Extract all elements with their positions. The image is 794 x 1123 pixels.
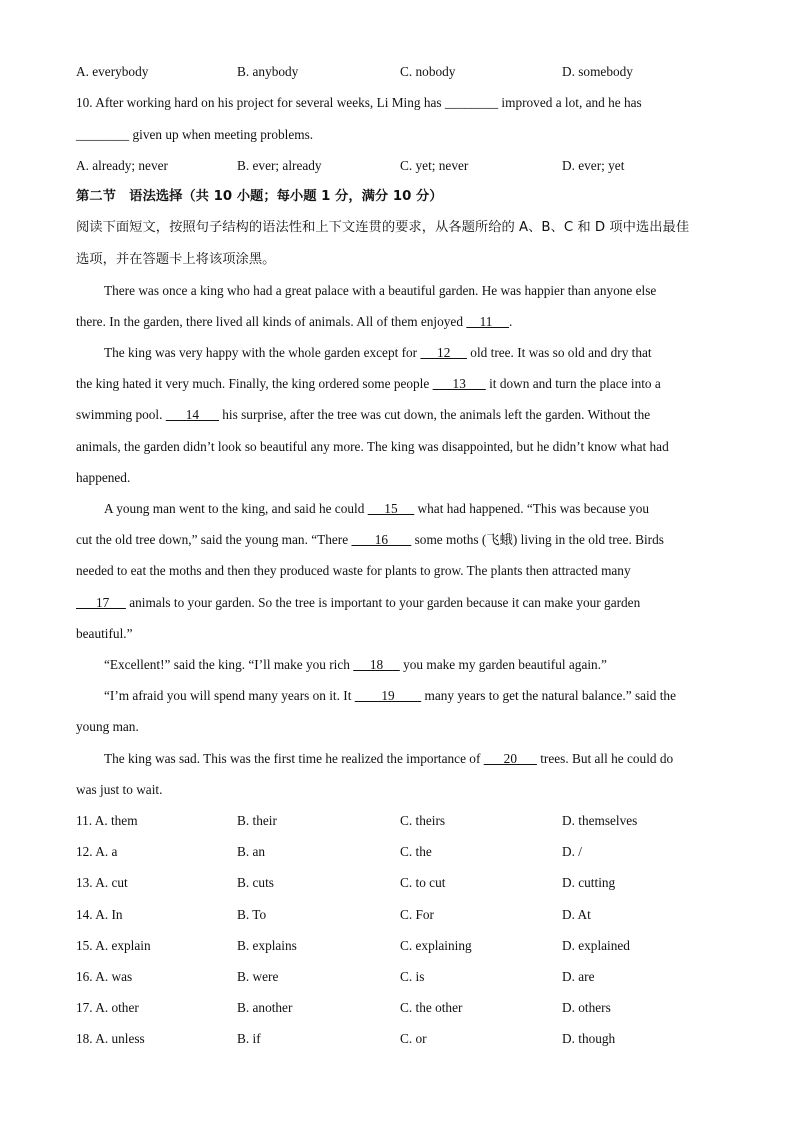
- option-a: 11. A. them: [76, 813, 138, 828]
- option-c: C. yet; never: [400, 158, 469, 173]
- q9-options: [76, 63, 726, 81]
- option-b: B. were: [237, 969, 279, 984]
- question-11-options: [76, 812, 726, 830]
- passage-line: animals, the garden didn’t look so beautiful any more. The king was disappointed, but he didn’t know what had: [76, 439, 669, 454]
- passage-line: There was once a king who had a great palace with a beautiful garden. He was happier than anyone else: [104, 283, 657, 298]
- option-b: B. an: [237, 844, 266, 859]
- passage-line: needed to eat the moths and then they produced waste for plants to grow. The plants then attracted many: [76, 563, 631, 578]
- option-b: B. cuts: [237, 875, 274, 890]
- passage-line: [104, 687, 724, 705]
- blank-11: 11: [466, 314, 510, 329]
- section-title: 第二节 语法选择（共 10 小题；每小题 1 分，满分 10 分）: [76, 189, 443, 204]
- option-a: 17. A. other: [76, 1000, 139, 1015]
- blank-17: 17: [76, 595, 126, 610]
- passage-line: [76, 313, 726, 331]
- option-a: 13. A. cut: [76, 875, 128, 890]
- blank-12: 12: [420, 345, 467, 360]
- option-d: D. /: [562, 844, 582, 859]
- passage-text: old tree. It was so old and dry that: [466, 345, 652, 360]
- section-instructions-line2: 选项，并在答题卡上将该项涂黑。: [76, 252, 276, 267]
- option-c: C. the: [400, 844, 432, 859]
- blank-13: 13: [432, 376, 486, 391]
- option-a: 16. A. was: [76, 969, 133, 984]
- passage-text: the king hated it very much. Finally, the king ordered some people: [76, 376, 433, 391]
- option-a: 18. A. unless: [76, 1031, 145, 1046]
- passage-text: “I’m afraid you will spend many years on it. It: [104, 688, 355, 703]
- passage-text: The king was very happy with the whole garden except for: [104, 345, 421, 360]
- option-c: C. the other: [400, 1000, 463, 1015]
- passage-line: happened.: [76, 470, 131, 485]
- passage-text: animals to your garden. So the tree is important to your garden because it can make your garden: [125, 595, 641, 610]
- passage-text: some moths (飞蛾) living in the old tree. Birds: [411, 532, 664, 547]
- question-15-options: [76, 937, 726, 955]
- option-b: B. another: [237, 1000, 293, 1015]
- question-12-options: [76, 843, 726, 861]
- question-17-options: [76, 999, 726, 1017]
- blank-14: 14: [165, 407, 219, 422]
- blank-18: 18: [353, 657, 400, 672]
- option-c: C. nobody: [400, 64, 456, 79]
- passage-text: there. In the garden, there lived all kinds of animals. All of them enjoyed: [76, 314, 467, 329]
- passage-text: his surprise, after the tree was cut down, the animals left the garden. Without the: [218, 407, 651, 422]
- q10-text-2: improved a lot, and he has: [498, 95, 642, 110]
- option-c: C. or: [400, 1031, 427, 1046]
- option-c: C. is: [400, 969, 425, 984]
- option-d: D. cutting: [562, 875, 616, 890]
- option-d: D. others: [562, 1000, 611, 1015]
- option-a: 14. A. In: [76, 907, 123, 922]
- passage-text: .: [509, 314, 513, 329]
- option-d: D. explained: [562, 938, 630, 953]
- option-b: B. their: [237, 813, 277, 828]
- passage-text: A young man went to the king, and said he could: [104, 501, 368, 516]
- passage-text: “Excellent!” said the king. “I’ll make you rich: [104, 657, 354, 672]
- passage-line: young man.: [76, 719, 139, 734]
- blank-19: 19: [354, 688, 422, 703]
- passage-line: [76, 594, 726, 612]
- question-18-options: [76, 1030, 726, 1048]
- passage-line: [76, 406, 726, 424]
- q10-text-3: given up when meeting problems.: [129, 127, 314, 142]
- passage-text: swimming pool.: [76, 407, 166, 422]
- passage-line: was just to wait.: [76, 782, 163, 797]
- passage-text: many years to get the natural balance.” said the: [421, 688, 676, 703]
- passage-text: you make my garden beautiful again.”: [399, 657, 607, 672]
- passage-line: [104, 500, 724, 518]
- option-d: D. At: [562, 907, 591, 922]
- option-c: C. For: [400, 907, 434, 922]
- option-a: A. already; never: [76, 158, 168, 173]
- option-d: D. themselves: [562, 813, 638, 828]
- passage-line: [104, 656, 724, 674]
- blank-20: 20: [483, 751, 537, 766]
- q10-blank2: ________: [76, 127, 130, 142]
- q10-stem-line2: [76, 126, 726, 144]
- passage-line: beautiful.”: [76, 626, 133, 641]
- option-d: D. somebody: [562, 64, 633, 79]
- passage-text: cut the old tree down,” said the young man. “There: [76, 532, 352, 547]
- passage-line: [76, 531, 726, 549]
- option-b: B. if: [237, 1031, 261, 1046]
- q10-text: 10. After working hard on his project for several weeks, Li Ming has: [76, 95, 445, 110]
- question-13-options: [76, 874, 726, 892]
- option-a: 12. A. a: [76, 844, 118, 859]
- option-b: B. anybody: [237, 64, 299, 79]
- q10-options: [76, 157, 726, 175]
- option-d: D. ever; yet: [562, 158, 625, 173]
- option-b: B. ever; already: [237, 158, 322, 173]
- option-a: 15. A. explain: [76, 938, 151, 953]
- blank-15: 15: [367, 501, 415, 516]
- passage-text: what had happened. “This was because you: [414, 501, 650, 516]
- passage-line: [104, 344, 724, 362]
- passage-line: [76, 375, 726, 393]
- option-d: D. though: [562, 1031, 616, 1046]
- option-c: C. explaining: [400, 938, 472, 953]
- blank-16: 16: [351, 532, 412, 547]
- option-d: D. are: [562, 969, 595, 984]
- option-b: B. To: [237, 907, 267, 922]
- passage-text: The king was sad. This was the first time he realized the importance of: [104, 751, 484, 766]
- option-b: B. explains: [237, 938, 297, 953]
- question-16-options: [76, 968, 726, 986]
- question-14-options: [76, 906, 726, 924]
- section-instructions-line1: 阅读下面短文，按照句子结构的语法性和上下文连贯的要求，从各题所给的 A、B、C 和 D 项中选出最佳: [76, 220, 690, 235]
- passage-text: trees. But all he could do: [536, 751, 674, 766]
- q10-stem-line1: [76, 94, 726, 112]
- passage-text: it down and turn the place into a: [485, 376, 661, 391]
- option-a: A. everybody: [76, 64, 149, 79]
- passage-line: [104, 750, 724, 768]
- option-c: C. to cut: [400, 875, 446, 890]
- option-c: C. theirs: [400, 813, 446, 828]
- q10-blank1: ________: [444, 95, 499, 110]
